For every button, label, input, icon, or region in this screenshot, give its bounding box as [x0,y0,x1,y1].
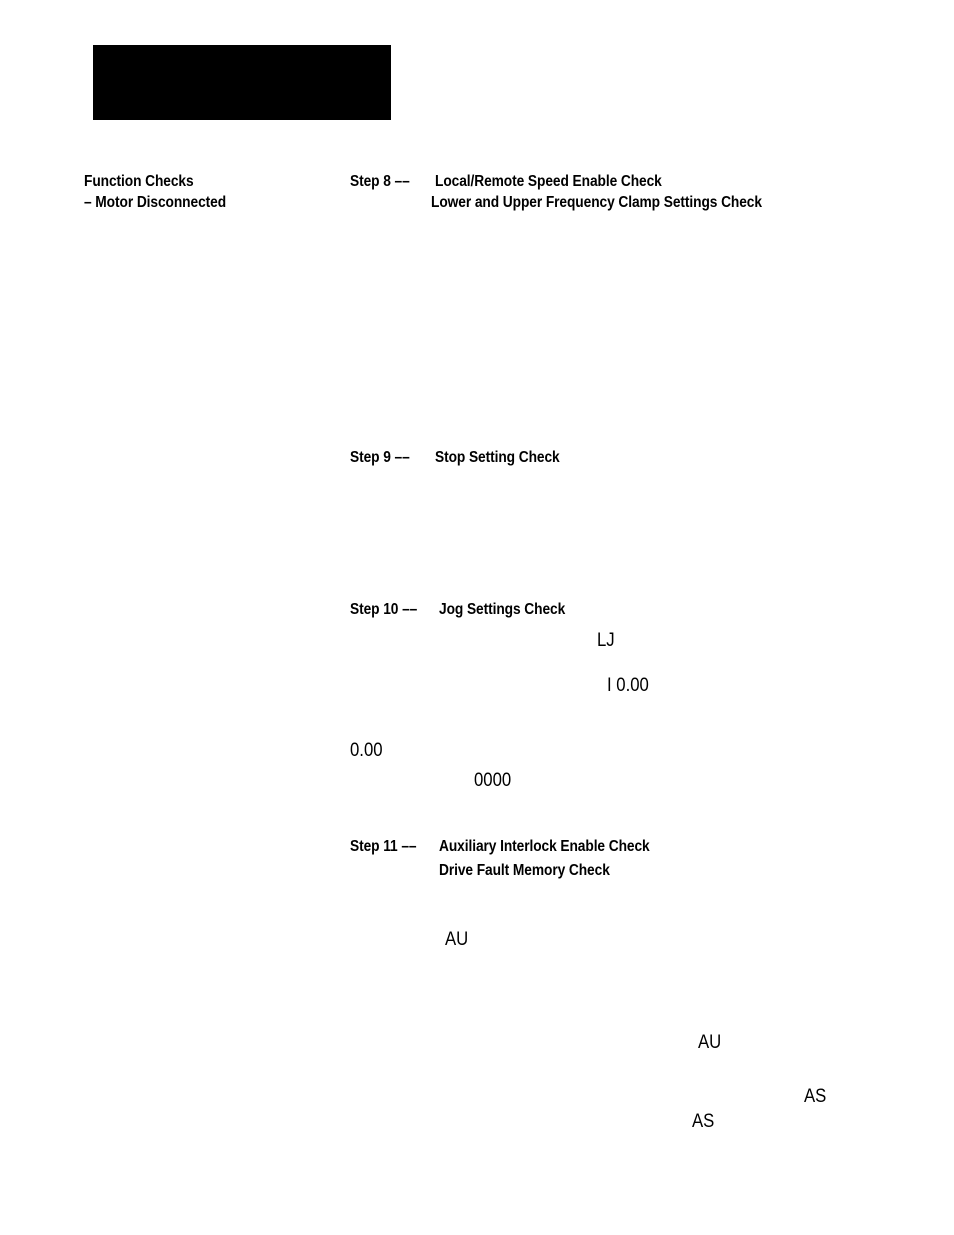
step8-subtitle: Lower and Upper Frequency Clamp Settings Check [431,194,762,211]
sidebar-title: Function Checks [84,173,194,190]
step11-value: AS [692,1111,715,1132]
header-black-bar [93,45,391,120]
step10-value: 0000 [474,770,512,791]
step11-subtitle: Drive Fault Memory Check [439,862,610,879]
step9-title: Stop Setting Check [435,449,560,466]
sidebar-subtitle: – Motor Disconnected [84,194,227,211]
step10-title: Jog Settings Check [439,601,566,618]
step11-label: Step 11 –– [350,838,417,855]
step10-value: I 0.00 [607,675,649,696]
step11-title: Auxiliary Interlock Enable Check [439,838,650,855]
step11-value: AS [804,1086,827,1107]
step9-label: Step 9 –– [350,449,410,466]
step8-title: Local/Remote Speed Enable Check [435,173,662,190]
step10-value: 0.00 [350,740,383,761]
step10-label: Step 10 –– [350,601,418,618]
step11-value: AU [698,1032,722,1053]
step8-label: Step 8 –– [350,173,410,190]
step10-value: LJ [597,630,615,651]
step11-value: AU [445,929,469,950]
